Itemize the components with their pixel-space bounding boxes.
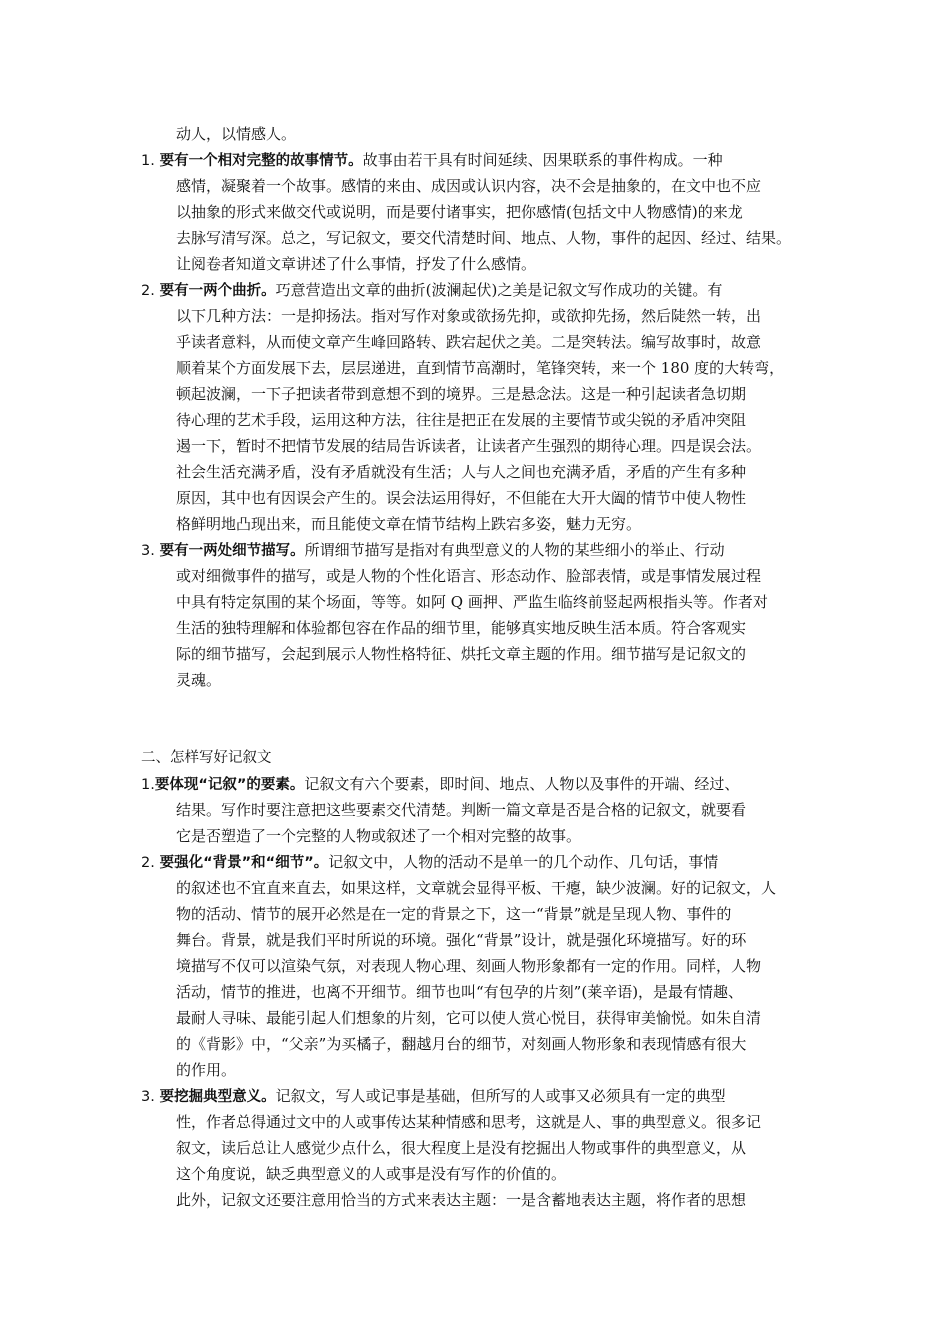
list-item	[141, 774, 739, 795]
paragraph-line: 社会生活充满矛盾，没有矛盾就没有生活；人与人之间也充满矛盾，矛盾的产生有多种	[176, 463, 747, 481]
paragraph-line: 灵魂。	[176, 671, 222, 689]
item-number: 2.	[141, 855, 155, 871]
paragraph-line: 物的活动、情节的展开必然是在一定的背景之下，这一“背景”就是呈现人物、事件的	[176, 905, 732, 923]
paragraph-line: 生活的独特理解和体验都包容在作品的细节里，能够真实地反映生活本质。符合客观实	[176, 619, 747, 637]
paragraph-line: 去脉写清写深。总之，写记叙文，要交代清楚时间、地点、人物，事件的起因、经过、结果。	[176, 229, 792, 247]
paragraph-line: 乎读者意料，从而使文章产生峰回路转、跌宕起伏之美。二是突转法。编写故事时，故意	[176, 333, 762, 351]
list-item	[141, 852, 718, 873]
item-number: 3.	[141, 543, 155, 559]
item-number: 1.	[141, 777, 155, 793]
paragraph-line: 的《背影》中，“父亲”为买橘子，翻越月台的细节，对刻画人物形象和表现情感有很大	[176, 1035, 747, 1053]
section-heading: 二、怎样写好记叙文	[141, 750, 272, 766]
item-number: 1.	[141, 153, 155, 169]
item-first-line: 记叙文中，人物的活动不是单一的几个动作、几句话，事情	[328, 853, 719, 871]
item-number: 2.	[141, 283, 155, 299]
paragraph-line: 格鲜明地凸现出来，而且能使文章在情节结构上跌宕多姿，魅力无穷。	[176, 515, 642, 533]
item-title: 要强化“背景”和“细节”。	[159, 855, 329, 871]
paragraph-line: 以下几种方法：一是抑扬法。指对写作对象或欲扬先抑，或欲抑先扬，然后陡然一转，出	[176, 307, 762, 325]
paragraph-line: 境描写不仅可以渲染气氛，对表现人物心理、刻画人物形象都有一定的作用。同样，人物	[176, 957, 762, 975]
intro-tail-line: 动人，以情感人。	[176, 125, 297, 143]
item-title: 要挖掘典型意义。	[159, 1089, 276, 1105]
item-first-line: 故事由若干具有时间延续、因果联系的事件构成。一种	[362, 151, 723, 169]
paragraph-line: 原因，其中也有因误会产生的。误会法运用得好，不但能在大开大阖的情节中使人物性	[176, 489, 747, 507]
item-first-line: 记叙文有六个要素，即时间、地点、人物以及事件的开端、经过、	[304, 775, 740, 793]
paragraph-line: 活动，情节的推进，也离不开细节。细节也叫“有包孕的片刻”(莱辛语)，是最有情趣、	[176, 983, 744, 1001]
list-item	[141, 540, 725, 561]
list-item	[141, 150, 723, 171]
paragraph-line: 或对细微事件的描写，或是人物的个性化语言、形态动作、脸部表情，或是事情发展过程	[176, 567, 762, 585]
paragraph-line: 叙文，读后总让人感觉少点什么，很大程度上是没有挖掘出人物或事件的典型意义，从	[176, 1139, 747, 1157]
item-first-line: 巧意营造出文章的曲折(波澜起伏)之美是记叙文写作成功的关键。有	[275, 281, 723, 299]
paragraph-line: 这个角度说，缺乏典型意义的人或事是没有写作的价值的。	[176, 1165, 567, 1183]
paragraph-line: 最耐人寻味、最能引起人们想象的片刻，它可以使人赏心悦目，获得审美愉悦。如朱自清	[176, 1009, 762, 1027]
paragraph-line: 它是否塑造了一个完整的人物或叙述了一个相对完整的故事。	[176, 827, 582, 845]
list-item	[141, 1086, 726, 1107]
paragraph-line: 待心理的艺术手段，运用这种方法，往往是把正在发展的主要情节或尖锐的矛盾冲突阻	[176, 411, 747, 429]
paragraph-line: 顿起波澜，一下子把读者带到意想不到的境界。三是悬念法。这是一种引起读者急切期	[176, 385, 747, 403]
paragraph-line: 结果。写作时要注意把这些要素交代清楚。判断一篇文章是否是合格的记叙文，就要看	[176, 801, 747, 819]
paragraph-line: 感情，凝聚着一个故事。感情的来由、成因或认识内容，决不会是抽象的，在文中也不应	[176, 177, 762, 195]
item-first-line: 记叙文，写人或记事是基础，但所写的人或事又必须具有一定的典型	[275, 1087, 726, 1105]
item-title: 要有一个相对完整的故事情节。	[159, 153, 363, 169]
paragraph-line: 中具有特定氛围的某个场面，等等。如阿 Q 画押、严监生临终前竖起两根指头等。作者对	[176, 593, 768, 611]
paragraph-line: 的叙述也不宜直来直去，如果这样，文章就会显得平板、干瘪，缺少波澜。好的记叙文，人	[176, 879, 777, 897]
paragraph-line: 舞台。背景，就是我们平时所说的环境。强化“背景”设计，就是强化环境描写。好的环	[176, 931, 747, 949]
paragraph-line: 遏一下，暂时不把情节发展的结局告诉读者，让读者产生强烈的期待心理。四是误会法。	[176, 437, 762, 455]
paragraph-line: 顺着某个方面发展下去，层层递进，直到情节高潮时，笔锋突转，来一个 180 度的大转弯，	[176, 359, 785, 377]
paragraph-line: 性，作者总得通过文中的人或事传达某种情感和思考，这就是人、事的典型意义。很多记	[176, 1113, 762, 1131]
list-item	[141, 280, 722, 301]
paragraph-line: 际的细节描写，会起到展示人物性格特征、烘托文章主题的作用。细节描写是记叙文的	[176, 645, 747, 663]
item-number: 3.	[141, 1089, 155, 1105]
item-title: 要体现“记叙”的要素。	[154, 777, 305, 793]
item-title: 要有一两处细节描写。	[159, 543, 305, 559]
item-title: 要有一两个曲折。	[159, 283, 276, 299]
paragraph-line: 此外，记叙文还要注意用恰当的方式来表达主题：一是含蓄地表达主题，将作者的思想	[176, 1191, 747, 1209]
paragraph-line: 以抽象的形式来做交代或说明，而是要付诸事实，把你感情(包括文中人物感情)的来龙	[176, 203, 743, 221]
item-first-line: 所谓细节描写是指对有典型意义的人物的某些细小的举止、行动	[304, 541, 725, 559]
paragraph-line: 让阅卷者知道文章讲述了什么事情，抒发了什么感情。	[176, 255, 537, 273]
paragraph-line: 的作用。	[176, 1061, 237, 1079]
